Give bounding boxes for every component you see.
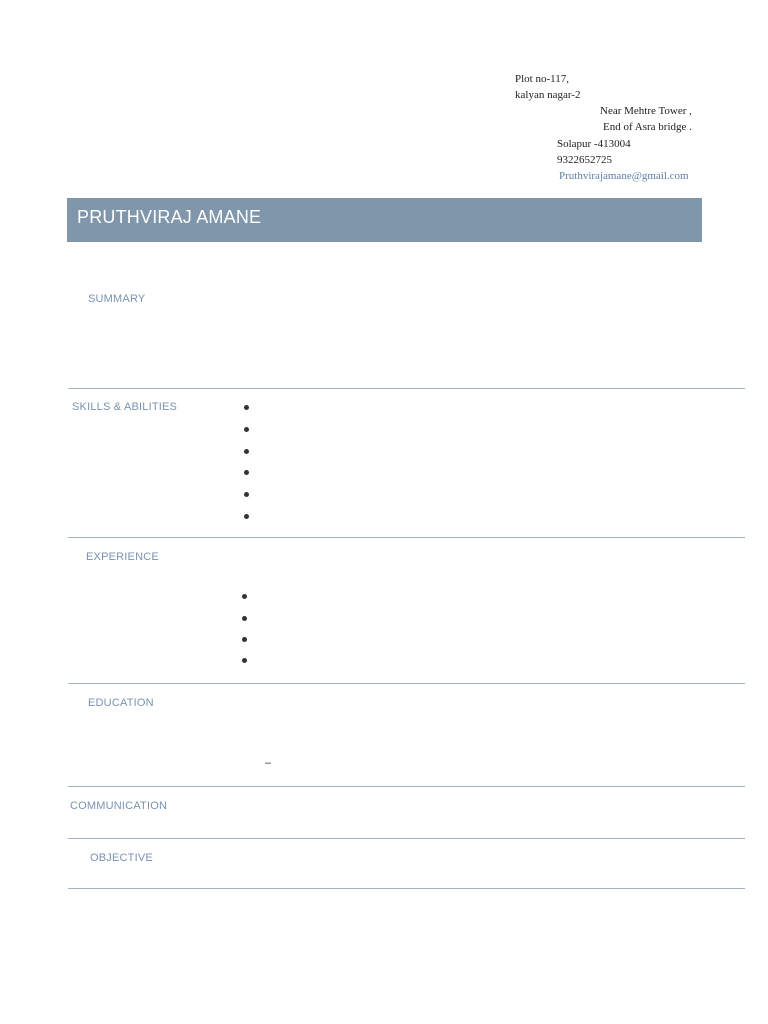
phone-number: 9322652725: [557, 154, 612, 166]
section-divider: [68, 388, 745, 389]
address-city: Solapur -413004: [557, 138, 631, 150]
section-divider: [68, 888, 745, 889]
address-line-2: kalyan nagar-2: [515, 89, 581, 101]
section-experience-title: EXPERIENCE: [86, 551, 159, 563]
skills-bullet: [244, 427, 249, 432]
section-communication-title: COMMUNICATION: [70, 800, 168, 812]
section-summary-title: SUMMARY: [88, 293, 146, 305]
address-line-1: Plot no-117,: [515, 73, 569, 85]
address-line-4: End of Asra bridge .: [603, 121, 692, 133]
experience-bullet: [242, 658, 247, 663]
section-divider: [68, 537, 745, 538]
address-line-3: Near Mehtre Tower ,: [600, 105, 692, 117]
section-education-title: EDUCATION: [88, 697, 154, 709]
education-dash: –: [265, 757, 272, 769]
name-banner: [67, 198, 702, 242]
experience-bullet: [242, 594, 247, 599]
candidate-name: PRUTHVIRAJ AMANE: [77, 207, 262, 227]
section-objective-title: OBJECTIVE: [90, 852, 153, 864]
section-divider: [68, 683, 745, 684]
skills-bullet: [244, 514, 249, 519]
section-divider: [68, 786, 745, 787]
skills-bullet: [244, 492, 249, 497]
skills-bullet: [244, 405, 249, 410]
experience-bullet: [242, 637, 247, 642]
skills-bullet: [244, 470, 249, 475]
section-skills-title: SKILLS & ABILITIES: [72, 401, 178, 413]
email-link[interactable]: Pruthvirajamane@gmail.com: [559, 170, 689, 182]
section-divider: [68, 838, 745, 839]
skills-bullet: [244, 449, 249, 454]
experience-bullet: [242, 616, 247, 621]
